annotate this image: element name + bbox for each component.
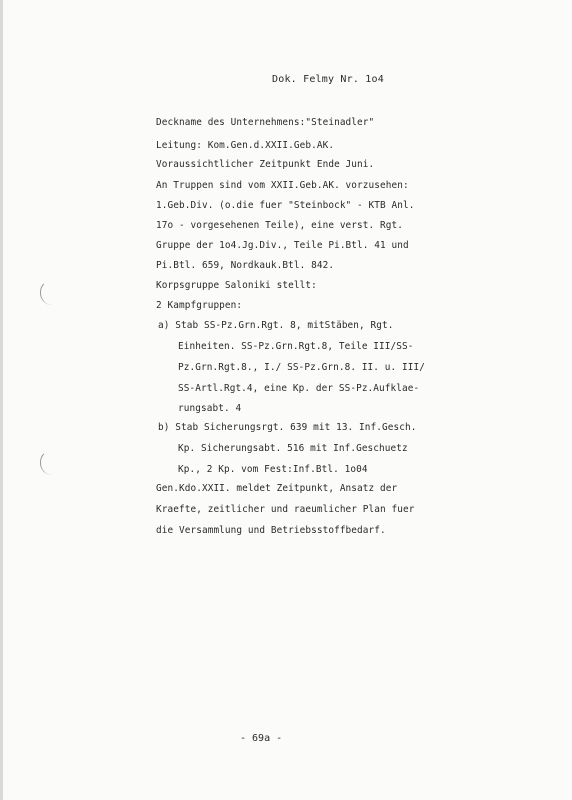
text-line: Kraefte, zeitlicher und raeumlicher Plan fuer xyxy=(156,504,415,515)
text-line: Einheiten. SS-Pz.Grn.Rgt.8, Teile III/SS- xyxy=(178,341,414,352)
page-edge xyxy=(0,0,3,800)
text-line: b) Stab Sicherungsrgt. 639 mit 13. Inf.Gesch. xyxy=(158,422,417,433)
text-line: Voraussichtlicher Zeitpunkt Ende Juni. xyxy=(156,159,375,170)
page-number: - 69a - xyxy=(240,733,283,744)
text-line: Pi.Btl. 659, Nordkauk.Btl. 842. xyxy=(156,260,335,271)
text-line: Kp., 2 Kp. vom Fest:Inf.Btl. 1o04 xyxy=(178,464,368,475)
text-line: Pz.Grn.Rgt.8., I./ SS-Pz.Grn.8. II. u. III/ xyxy=(178,362,426,373)
text-line: Gen.Kdo.XXII. meldet Zeitpunkt, Ansatz der xyxy=(156,483,398,494)
text-line: 2 Kampfgruppen: xyxy=(156,300,243,311)
punch-hole-bottom xyxy=(40,450,53,475)
text-line: 17o - vorgesehenen Teile), eine verst. Rgt. xyxy=(156,220,404,231)
text-line: An Truppen sind vom XXII.Geb.AK. vorzusehen: xyxy=(156,180,409,191)
text-line: Kp. Sicherungsabt. 516 mit Inf.Geschuetz xyxy=(178,443,408,454)
document-reference: Dok. Felmy Nr. 1o4 xyxy=(272,74,384,85)
text-line: rungsabt. 4 xyxy=(178,403,242,414)
text-line: Deckname des Unternehmens:"Steinadler" xyxy=(156,117,375,128)
text-line: a) Stab SS-Pz.Grn.Rgt. 8, mitStäben, Rgt. xyxy=(158,320,394,331)
text-line: Leitung: Kom.Gen.d.XXII.Geb.AK. xyxy=(156,140,335,151)
text-line: SS-Artl.Rgt.4, eine Kp. der SS-Pz.Aufklae- xyxy=(178,383,420,394)
text-line: die Versammlung und Betriebsstoffbedarf. xyxy=(156,525,386,536)
punch-hole-top xyxy=(40,280,53,305)
text-line: Korpsgruppe Saloniki stellt: xyxy=(156,280,317,291)
text-line: 1.Geb.Div. (o.die fuer "Steinbock" - KTB Anl. xyxy=(156,200,415,211)
text-line: Gruppe der 1o4.Jg.Div., Teile Pi.Btl. 41 und xyxy=(156,240,409,251)
